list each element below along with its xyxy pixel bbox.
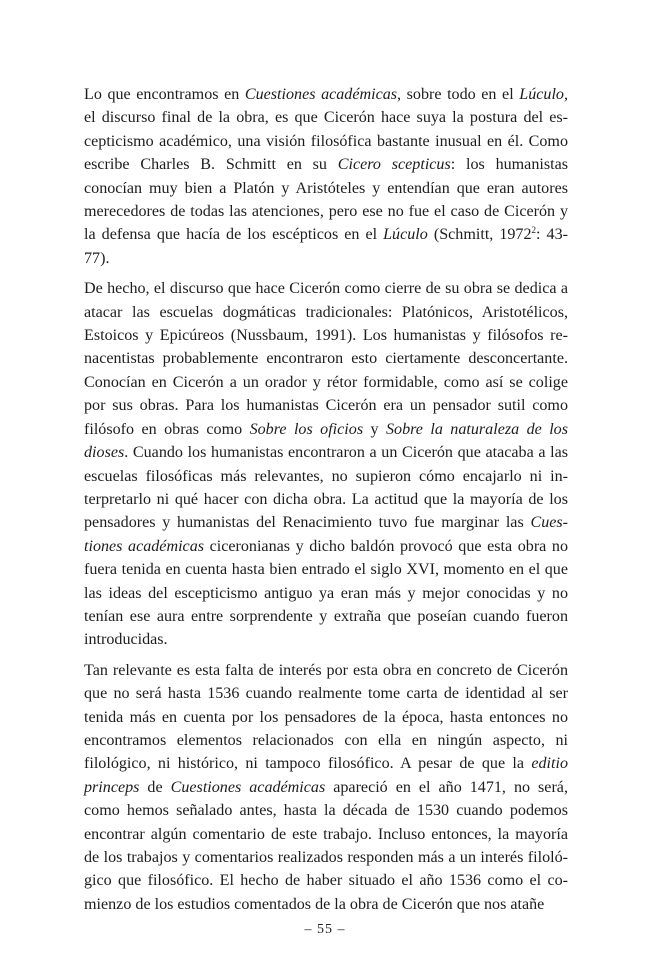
- page-body: [84, 83, 568, 923]
- text-run: , sobre todo en el: [397, 86, 520, 103]
- text-run: (Schmitt, 1972: [427, 226, 532, 244]
- text-run: el discurso final de la obra, es que Cicerón hace suya la postura del escepticismo académico, una visión filosófica bastante inusual en él. Como escribe Charles B. Schmitt en su: [84, 109, 568, 174]
- text-run: De hecho, el discurso que hace Cicerón como cierre de su obra se dedica a atacar las escuelas dogmáticas tradicionales: Platónicos, Aristotélicos, Estoicos y Epicúreos (Nussbaum, 1991). Los humanistas y filósofos renacentistas probablemente encontraron esto ciertamente desconcertante. Conocían en Cicerón a un orador y rétor formidable, como así se colige por sus obras. Para los humanistas Cicerón era un pensador sutil como filósofo en obras como: [84, 280, 568, 438]
- italic-text: Cicero scepticus: [337, 156, 451, 174]
- italic-text: Cuestiones académicas: [244, 86, 398, 103]
- text-run: de: [139, 778, 171, 796]
- italic-text: Sobre la naturaleza de los dioses: [84, 420, 568, 462]
- paragraph: [84, 659, 568, 916]
- paragraph: [84, 83, 568, 270]
- text-run: : los humanistas conocían muy bien a Platón y Aristóteles y entendían que eran autores merecedores de todas las atenciones, pero ese no fue el caso de Cicerón y la defensa que hacía de los escépticos en el: [84, 156, 568, 244]
- page-number: – 55 –: [304, 922, 346, 937]
- italic-text: Lúculo: [383, 226, 428, 244]
- paragraph: [84, 277, 568, 652]
- italic-text: editio princeps: [84, 755, 568, 796]
- italic-text: Sobre los oficios: [249, 420, 364, 438]
- text-run: ciceronianas y dicho baldón provocó que esta obra no fuera tenida en cuenta hasta bien entrado el siglo XVI, momento en el que las ideas del escepticismo antiguo ya eran más y mejor conocidas y no tenían ese aura entre sorprendente y extraña que poseían cuando fueron introducidas.: [84, 537, 568, 649]
- italic-text: Lúculo,: [519, 86, 568, 103]
- italic-text: Cuestiones académicas: [84, 514, 568, 555]
- text-run: y: [363, 420, 386, 438]
- text-run: : 43-77).: [84, 226, 568, 267]
- text-run: . Cuando los humanistas encontraron a un Cicerón que atacaba a las escuelas filosóficas más relevantes, no supieron cómo encajarlo ni interpretarlo ni qué hacer con dicha obra. La actitud que la mayoría de los pensadores y humanistas del Renacimiento tuvo fue marginar las: [84, 444, 568, 532]
- text-run: Lo que encontramos en: [84, 86, 245, 103]
- footnote-ref: 2: [531, 225, 537, 236]
- italic-text: Cuestiones académicas: [170, 778, 326, 796]
- text-run: apareció en el año 1471, no será, como hemos señalado antes, hasta la década de 1530 cuando podemos encontrar algún comentario de este trabajo. Incluso entonces, la mayoría de los trabajos y comentarios realizados responden más a un interés filológico que filosófico. El hecho de haber situado el año 1536 como el comienzo de los estudios comentados de la obra de Cicerón que nos atañe: [84, 778, 568, 913]
- text-run: Tan relevante es esta falta de interés por esta obra en concreto de Cicerón que no será hasta 1536 cuando realmente tome carta de identidad al ser tenida más en cuenta por los pensadores de la época, hasta entonces no encontramos elementos relacionados con ella en ningún aspecto, ni filológico, ni histórico, ni tampoco filosófico. A pesar de que la: [84, 661, 568, 773]
